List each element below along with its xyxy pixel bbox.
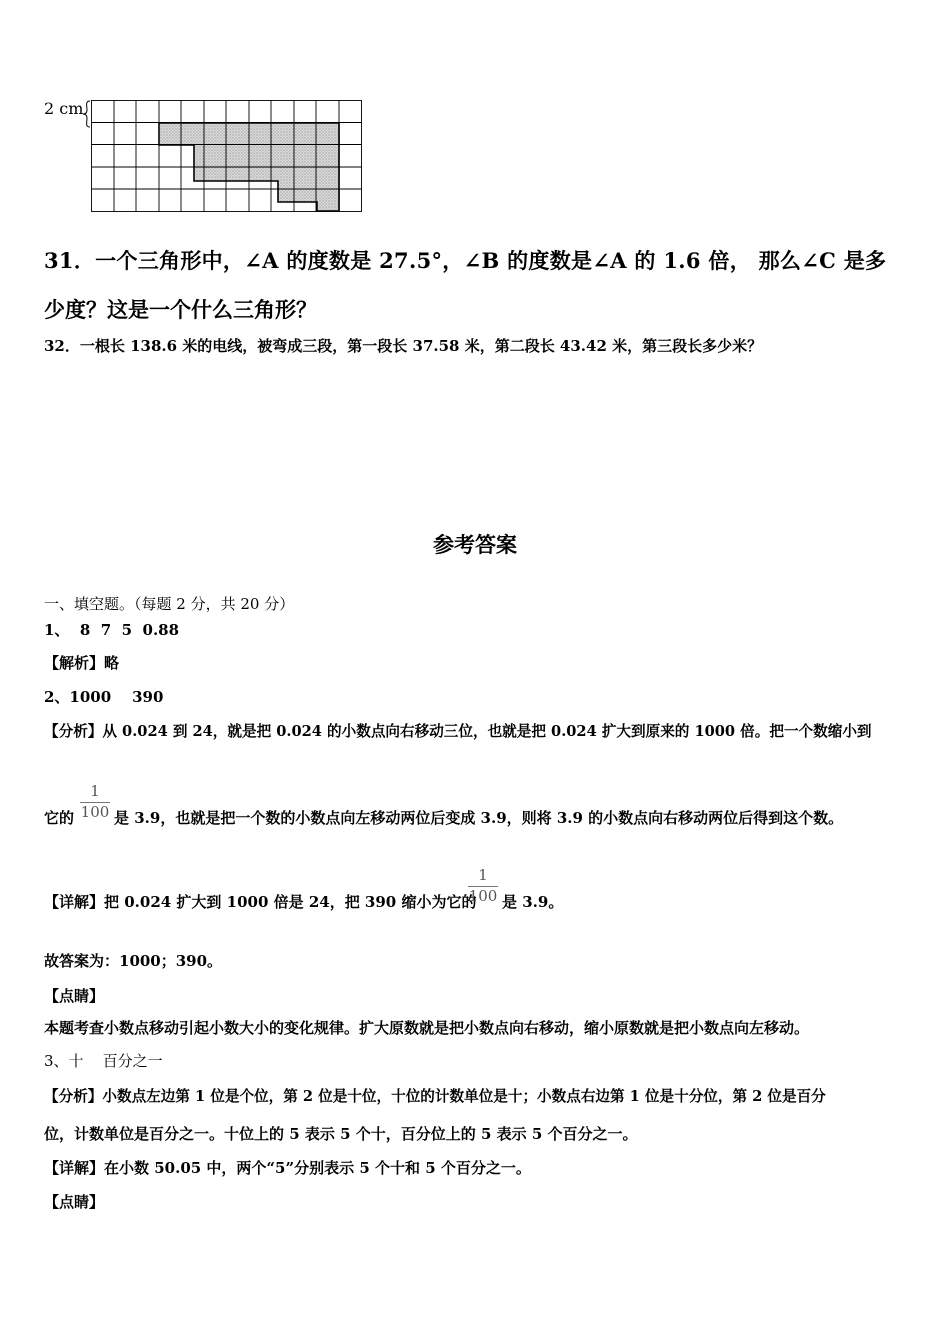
grid-figure	[82, 98, 367, 216]
fraction-1-100-detail: 1 100	[468, 866, 498, 905]
answer-2: 2、1000 390	[44, 688, 164, 706]
answer-3: 3、十 百分之一	[44, 1052, 163, 1070]
q31-line2: 少度？这是一个什么三角形？	[44, 297, 317, 322]
answer-2-comment-label: 【点睛】	[44, 987, 105, 1005]
answer-2-comment: 本题考查小数点移动引起小数大小的变化规律。扩大原数就是把小数点向右移动，缩小原数就是把小数点向左移动。	[44, 1019, 810, 1037]
answer-3-detail: 【详解】在小数 50.05 中，两个“5”分别表示 5 个十和 5 个百分之一。	[44, 1159, 531, 1177]
q31-line1: 31．一个三角形中，∠A 的度数是 27.5°，∠B 的度数是∠A 的 1.6 倍， 那么∠C 是多	[44, 248, 887, 273]
fraction-1-100: 1 100	[80, 782, 110, 821]
section-1-heading: 一、填空题。（每题 2 分，共 20 分）	[44, 595, 295, 613]
answer-2-final: 故答案为：1000；390。	[44, 952, 223, 970]
answer-2-analysis: 【分析】从 0.024 到 24，就是把 0.024 的小数点向右移动三位，也就是把 0.024 扩大到原来的 1000 倍。把一个数缩小到	[44, 723, 872, 740]
answer-1-analysis: 【解析】略	[44, 654, 120, 672]
q32-text: 32．一根长 138.6 米的电线，被弯成三段，第一段长 37.58 米，第二段长 43.42 米，第三段长多少米？	[44, 337, 763, 355]
answer-1: 1、 8 7 5 0.88	[44, 621, 180, 639]
answers-title: 参考答案	[433, 532, 517, 557]
answer-2-detail-pre: 【详解】把 0.024 扩大到 1000 倍是 24，把 390 缩小为它的	[44, 893, 477, 911]
answer-2-analysis-post: 是 3.9，也就是把一个数的小数点向左移动两位后变成 3.9，则将 3.9 的小数点向右移动两位后得到这个数。	[114, 809, 844, 827]
answer-2-analysis-pre: 它的	[44, 809, 75, 827]
answer-3-analysis-2: 位，计数单位是百分之一。十位上的 5 表示 5 个十，百分位上的 5 表示 5 个百分之一。	[44, 1125, 638, 1143]
answer-3-comment-label: 【点睛】	[44, 1193, 105, 1211]
answer-3-analysis: 【分析】小数点左边第 1 位是个位，第 2 位是十位，十位的计数单位是十；小数点右边第 1 位是十分位，第 2 位是百分	[44, 1088, 826, 1105]
brace-icon	[83, 101, 90, 127]
answer-2-detail-post: 是 3.9。	[502, 893, 564, 911]
scale-label: 2 cm	[44, 99, 84, 118]
